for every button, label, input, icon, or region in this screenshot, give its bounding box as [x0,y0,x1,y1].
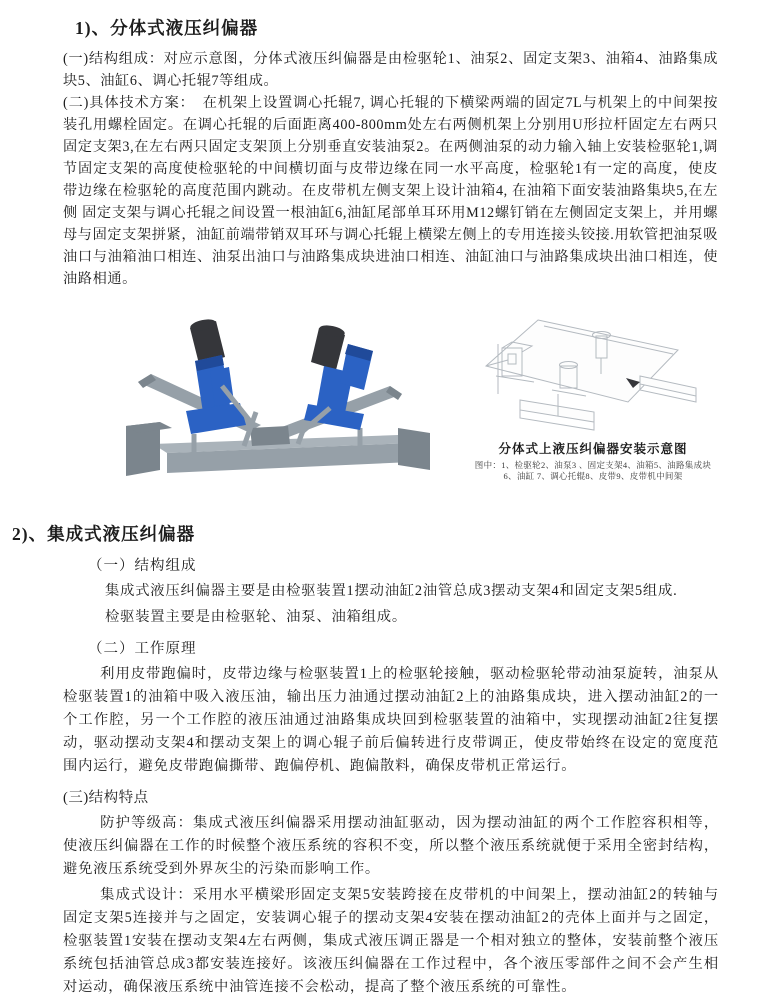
installation-diagram-image [468,316,718,434]
section1-body [63,48,718,290]
right-hydraulic-unit [311,323,346,370]
paragraph-protection-level: 防护等级高：集成式液压纠偏器采用摆动油缸驱动，因为摆动油缸的两个工作腔容积相等，使液压纠偏器在工作的时候整个液压系统的容积不变，所以整个液压系统就便于采用全密封结构，避免液压系统受到外界灰尘的污染而影响工作。 [63,815,719,877]
split-corrector-photo-image [98,316,438,498]
diagram-column [454,316,732,482]
paragraph-working-principle: 利用皮带跑偏时，皮带边缘与检驱装置1上的检驱轮接触，驱动检驱轮带动油泵旋转，油泵从检驱装置1的油箱中吸入液压油，输出压力油通过摆动油缸2上的油路集成块，进入摆动油缸2的一个工作腔，另一个工作腔的液压油通过油路集成块回到检驱装置的油箱中，实现摆动油缸2往复摆动，驱动摆动支架4和摆动支架上的调心辊子前后偏转进行皮带调正，使皮带始终在设定的宽度范围内运行，避免皮带跑偏撕带、跑偏停机、跑偏散料，确保皮带机正常运行。 [63,666,719,774]
figure-caption-title: 分体式上液压纠偏器安装示意图 [498,442,688,456]
figure-row [98,316,782,502]
section2-sub2-heading: （二）工作原理 [88,641,197,657]
section1-heading: 1)、分体式液压纠偏器 [75,18,259,38]
section2-heading: 2)、集成式液压纠偏器 [12,524,196,544]
section2-sub1-heading: （一）结构组成 [88,558,197,574]
paragraph-technical-plan: (二)具体技术方案： 在机架上设置调心托辊7, 调心托辊的下横梁两端的固定7L与机架上的中间架按装孔用螺栓固定。在调心托辊的后面距离400-800mm处左右两侧机架上分别用U形拉杆固定左右两只固定支架3,在左右两只固定支架顶上分别垂直安装油泵2。在两侧油泵的动力输入轴上安装检驱轮1,调节固定支架的高度使检驱轮的中间横切面与皮带边缘在同一水平高度，检驱轮1有一定的高度，使皮带边缘在检驱轮的高度范围内跳动。在皮带机左侧支架上设计油箱4, 在油箱下面安装油路集块5,在左侧 固定支架与调心托辊之间设置一根油缸6,油缸尾部单耳环用M12螺钉销在左侧固定支架上，并用螺母与固定支架拼紧，油缸前端带销双耳环与调心托辊上横梁左侧上的专用连接头铰接.用软管把油泵吸油口与油箱油口相连、油泵出油口与油路集成块进油口相连、油缸油口与油路集成块出油口相连，使油路相通。 [63,95,718,287]
section2-sub3-heading: (三)结构特点 [63,790,149,806]
section2-body [63,555,719,999]
paragraph-composition-2: 检驱装置主要是由检驱轮、油泵、油箱组成。 [105,609,407,625]
paragraph-structure: (一)结构组成：对应示意图，分体式液压纠偏器是由检驱轮1、油泵2、固定支架3、油箱4、油路集成块5、油缸6、调心托辊7等组成。 [63,51,718,89]
figure-caption-line1: 图中：1、检驱轮2、油泵3 、固定支架4、油箱5、油路集成块 [474,460,712,470]
paragraph-integrated-design: 集成式设计：采用水平横梁形固定支架5安装跨接在皮带机的中间架上，摆动油缸2的转轴与固定支架5连接并与之固定，安装调心辊子的摆动支架4安装在摆动油缸2的壳体上面并与之固定，检驱装置1安装在摆动支架4左右两侧，集成式液压调正器是一个相对独立的整体，安装前整个液压系统包括油管总成3都安装连接好。该液压纠偏器在工作过程中，各个液压零部件之间不会产生相对运动，确保液压系统中油管连接不会松动，提高了整个液压系统的可靠性。 [63,887,719,995]
figure-caption-line2: 6、油缸 7、调心托辊8、皮带9、皮带机中间架 [503,471,683,481]
figure-caption-legend [475,460,711,482]
split-corrector-photo [98,316,438,498]
paragraph-composition-1: 集成式液压纠偏器主要是由检驱装置1摆动油缸2油管总成3摆动支架4和固定支架5组成. [105,583,678,599]
